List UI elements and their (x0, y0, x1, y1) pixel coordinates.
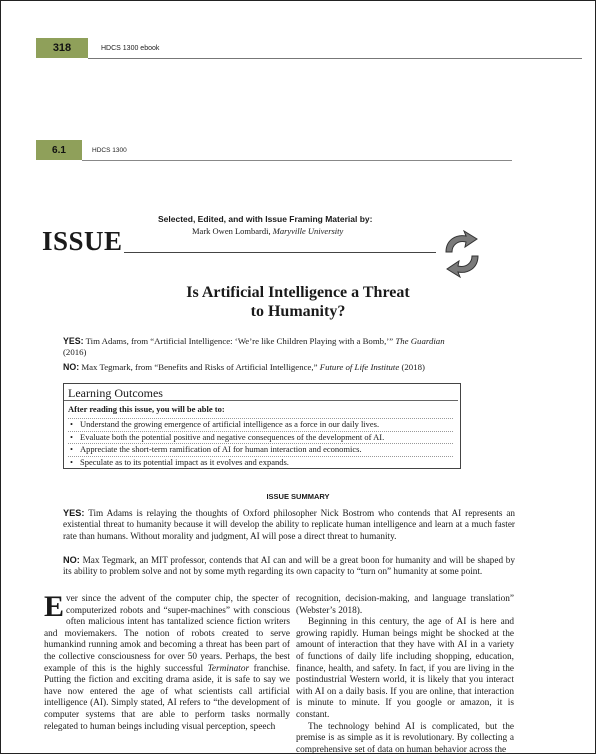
header-rule (88, 58, 582, 59)
learning-outcomes-list (68, 418, 453, 468)
issue-rule (124, 252, 436, 253)
no-year: (2018) (399, 362, 425, 372)
issue-label: ISSUE (42, 226, 123, 256)
no-publication: Future of Life Institute (319, 362, 400, 372)
section-rule (82, 160, 512, 161)
yes-year: (2016) (63, 347, 87, 357)
body-right-column (296, 594, 514, 756)
title-line-2: to Humanity? (250, 303, 346, 320)
left-col-italic: Terminator (207, 663, 250, 674)
no-source (63, 362, 483, 373)
list-item: • Speculate as to its potential impact as it evolves and expands. (68, 456, 453, 469)
editor-name: Mark Owen Lombardi, (192, 226, 271, 236)
page-number: 318 (52, 42, 72, 54)
summary-no-text: Max Tegmark, an MIT professor, contends that AI can and will be a great boon for humanity and will be shaped by its ability to problem solve and not by some myth regarding its own capacity to “turn on” humanity at some point. (63, 555, 515, 577)
summary-yes (63, 508, 515, 542)
no-label: NO: (63, 362, 80, 372)
summary-heading: ISSUE SUMMARY (266, 492, 330, 501)
summary-yes-text: Tim Adams is relaying the thoughts of Oxford philosopher Nick Bostrom who contends that AI represents an existential threat to humanity because it will develop the ability to replicate human intelligence and learn at a much faster rate than humans. Without morality and judgment, AI will pose a direct threat to humanity. (63, 508, 515, 541)
section-number: 6.1 (52, 144, 66, 156)
right-col-paragraph-3: The technology behind AI is complicated, but the premise is as simple as it is revolutionary. By collecting a comprehensive set of data on human behavior across the (296, 721, 514, 755)
left-col-rest: franchise. Putting the fiction and exciting drama aside, it is safe to say we have now entered the age of what scientists call artificial intelligence (AI). Simply stated, AI refers to “the development of computer systems that are able to perform tasks normally relegated to human beings including visual perception, speech (44, 663, 291, 732)
yes-publication: The Guardian (395, 336, 445, 346)
credits-editor-line (192, 226, 343, 236)
ebook-title: HDCS 1300 ebook (101, 45, 160, 52)
right-col-paragraph-1: recognition, decision-making, and language translation” (Webster’s 2018). (296, 594, 514, 616)
section-course: HDCS 1300 (92, 147, 127, 154)
summary-no-label: NO: (63, 555, 80, 565)
lo-title-rule (64, 400, 458, 401)
yes-source (63, 336, 463, 358)
learning-outcomes-intro: After reading this issue, you will be able to: (68, 404, 225, 414)
yes-text: Tim Adams, from “Artificial Intelligence: ‘We’re like Children Playing with a Bomb,’” (83, 336, 396, 346)
yes-label: YES: (63, 336, 84, 346)
body-left-column (44, 590, 291, 733)
credits-line: Selected, Edited, and with Issue Framing Material by: (158, 214, 373, 224)
page-number-badge (36, 38, 88, 58)
editor-university: Maryville University (272, 226, 344, 236)
no-text: Max Tegmark, from “Benefits and Risks of Artificial Intelligence,” (79, 362, 320, 372)
recycle-arrows-icon (440, 230, 484, 278)
title-line-1: Is Artificial Intelligence a Threat (186, 284, 410, 301)
list-item: • Understand the growing emergence of artificial intelligence as a force in our daily lives. (68, 418, 453, 431)
issue-title (0, 283, 596, 321)
list-item: • Evaluate both the potential positive and negative consequences of the development of AI. (68, 431, 453, 444)
learning-outcomes-title: Learning Outcomes (68, 386, 163, 400)
section-number-badge (36, 140, 82, 160)
left-col-text: ver since the advent of the computer chip, the specter of computerized robots and “super-machines” with conscious often malicious intent has tantalized science fiction writers and moviemakers. The notion of robots created to serve humankind running amok and becoming a threat has been part of the collective consciousness for over 50 years. Perhaps, the best example of this is the highly successful (44, 594, 290, 674)
right-col-paragraph-2: Beginning in this century, the age of AI is here and growing rapidly. Human beings might be shocked at the amount of interaction that they have with AI in a variety of functions of daily life including shopping, education, finance, health, and safety. In fact, if you are living in the postindustrial Western world, it is likely that you interact with AI on a daily basis. If you are online, that interaction is minute to minute. If you google or amazon, it is constant. (296, 617, 514, 720)
summary-yes-label: YES: (63, 508, 85, 518)
drop-cap: E (44, 590, 65, 623)
summary-no (63, 555, 515, 578)
list-item: • Appreciate the short-term ramification of AI for human interaction and economics. (68, 443, 453, 456)
